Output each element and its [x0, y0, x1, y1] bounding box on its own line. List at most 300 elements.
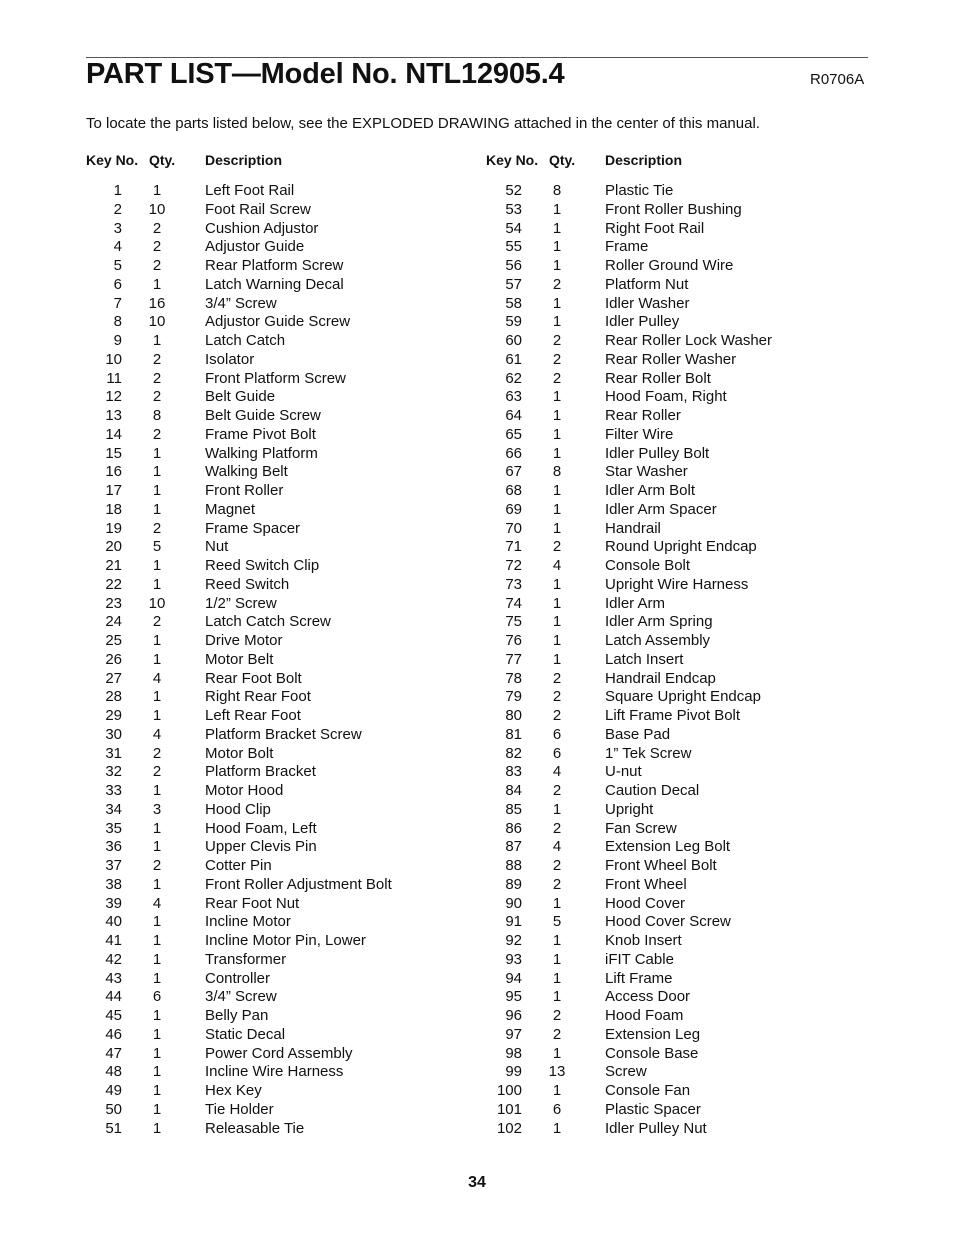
part-row: [86, 726, 446, 745]
part-key-no: 16: [105, 463, 122, 481]
part-qty: 1: [552, 650, 562, 668]
part-row: [86, 613, 446, 632]
part-qty: 1: [552, 425, 562, 443]
part-description: Idler Arm: [605, 594, 666, 612]
part-key-no: 82: [505, 744, 522, 762]
part-qty: 1: [552, 313, 562, 331]
part-row: [86, 1007, 446, 1026]
part-qty: 2: [552, 275, 562, 293]
part-key-no: 5: [113, 257, 122, 274]
part-description: Rear Foot Bolt: [205, 669, 302, 687]
part-key-no: 39: [105, 894, 122, 912]
part-row: [486, 1120, 846, 1139]
part-row: [486, 688, 846, 707]
part-key-no: 84: [505, 782, 522, 799]
part-description: Motor Bolt: [205, 744, 274, 762]
part-row: [86, 707, 446, 726]
part-row: [486, 745, 846, 764]
part-qty: 10: [148, 200, 166, 218]
part-description: Console Base: [605, 1044, 699, 1062]
part-description: Motor Belt: [205, 650, 274, 668]
part-key-no: 97: [505, 1025, 522, 1043]
part-qty: 1: [152, 632, 162, 649]
intro-text: To locate the parts listed below, see the EXPLODED DRAWING attached in the center of this manual.: [86, 115, 760, 132]
part-description: Hood Foam, Right: [605, 388, 727, 406]
part-row: [486, 763, 846, 782]
part-qty: 13: [548, 1063, 566, 1081]
part-row: [86, 238, 446, 257]
part-key-no: 9: [113, 332, 122, 349]
part-row: [86, 988, 446, 1007]
part-key-no: 52: [505, 182, 522, 199]
part-qty: 1: [152, 1119, 162, 1137]
part-row: [486, 1026, 846, 1045]
part-qty: 2: [152, 350, 162, 368]
part-description: Base Pad: [605, 725, 671, 743]
document-code: R0706A: [810, 71, 865, 88]
part-row: [86, 1082, 446, 1101]
part-description: Hood Foam: [605, 1007, 684, 1024]
part-key-no: 22: [105, 575, 122, 593]
part-description: Adjustor Guide: [205, 238, 305, 256]
part-key-no: 45: [105, 1007, 122, 1024]
part-description: 1/2” Screw: [205, 594, 277, 612]
part-description: Rear Roller Washer: [605, 350, 737, 368]
part-row: [86, 220, 446, 239]
header-qty: Qty.: [549, 152, 576, 168]
part-description: Knob Insert: [605, 932, 682, 949]
part-row: [86, 932, 446, 951]
part-key-no: 76: [505, 632, 522, 649]
part-row: [86, 1063, 446, 1082]
part-row: [486, 182, 846, 201]
part-row: [86, 1026, 446, 1045]
part-description: Adjustor Guide Screw: [205, 313, 351, 331]
part-row: [86, 801, 446, 820]
part-row: [486, 1101, 846, 1120]
header-qty: Qty.: [149, 152, 176, 168]
part-qty: 2: [152, 857, 162, 874]
part-qty: 1: [552, 294, 562, 312]
part-key-no: 58: [505, 294, 522, 312]
part-key-no: 74: [505, 594, 522, 612]
part-description: Access Door: [605, 988, 691, 1006]
part-row: [486, 257, 846, 276]
part-description: Belly Pan: [205, 1007, 269, 1024]
part-qty: 1: [552, 988, 562, 1006]
part-key-no: 102: [496, 1119, 522, 1137]
page-title: PART LIST—Model No. NTL12905.4: [86, 58, 565, 90]
part-description: Foot Rail Screw: [205, 200, 311, 218]
part-key-no: 41: [105, 932, 122, 949]
part-key-no: 34: [105, 800, 122, 818]
parts-list-right: [486, 182, 846, 1138]
part-key-no: 20: [105, 538, 122, 556]
part-row: [486, 913, 846, 932]
part-key-no: 69: [505, 500, 522, 518]
part-description: Plastic Spacer: [605, 1100, 701, 1118]
part-qty: 1: [552, 1119, 562, 1137]
part-row: [486, 295, 846, 314]
part-key-no: 26: [105, 650, 122, 668]
part-key-no: 59: [505, 313, 522, 331]
part-key-no: 100: [496, 1082, 522, 1099]
part-row: [86, 895, 446, 914]
part-row: [486, 970, 846, 989]
part-qty: 5: [152, 538, 162, 556]
part-row: [86, 1045, 446, 1064]
part-qty: 1: [552, 575, 562, 593]
part-qty: 2: [152, 388, 162, 406]
part-description: Right Rear Foot: [205, 688, 311, 706]
part-qty: 1: [152, 332, 162, 349]
part-key-no: 29: [105, 707, 122, 724]
part-row: [86, 201, 446, 220]
part-key-no: 65: [505, 425, 522, 443]
part-qty: 2: [552, 688, 562, 706]
part-key-no: 79: [505, 688, 522, 706]
part-key-no: 88: [505, 857, 522, 874]
part-row: [86, 520, 446, 539]
part-description: Hood Cover: [605, 894, 686, 912]
part-description: Handrail Endcap: [605, 669, 716, 687]
part-qty: 1: [552, 482, 562, 499]
part-qty: 1: [152, 838, 162, 856]
part-key-no: 85: [505, 800, 522, 818]
part-description: Left Rear Foot: [205, 707, 301, 724]
part-key-no: 21: [105, 557, 122, 574]
part-row: [486, 782, 846, 801]
part-qty: 10: [148, 594, 166, 612]
part-qty: 10: [148, 313, 166, 331]
part-qty: 1: [152, 913, 162, 931]
part-qty: 1: [152, 1007, 162, 1024]
part-qty: 1: [552, 613, 562, 631]
part-key-no: 73: [505, 575, 522, 593]
part-description: Cushion Adjustor: [205, 219, 319, 237]
part-key-no: 60: [505, 332, 522, 349]
part-key-no: 94: [505, 969, 522, 987]
part-row: [486, 726, 846, 745]
part-qty: 2: [152, 744, 162, 762]
part-description: Power Cord Assembly: [205, 1044, 353, 1062]
part-qty: 2: [152, 519, 162, 537]
part-row: [86, 745, 446, 764]
part-key-no: 36: [105, 838, 122, 856]
part-key-no: 93: [505, 950, 522, 968]
part-qty: 2: [552, 1007, 562, 1024]
part-key-no: 91: [505, 913, 522, 931]
part-key-no: 77: [505, 650, 522, 668]
part-description: Walking Platform: [205, 444, 318, 462]
part-qty: 1: [552, 257, 562, 274]
part-key-no: 90: [505, 894, 522, 912]
part-key-no: 99: [505, 1063, 522, 1081]
part-key-no: 50: [105, 1100, 122, 1118]
part-key-no: 27: [105, 669, 122, 687]
part-key-no: 68: [505, 482, 522, 499]
part-qty: 2: [152, 238, 162, 256]
part-description: Incline Motor: [205, 913, 291, 931]
part-key-no: 30: [105, 725, 122, 743]
part-qty: 1: [552, 632, 562, 649]
part-qty: 1: [152, 275, 162, 293]
part-row: [86, 182, 446, 201]
part-key-no: 8: [113, 313, 122, 331]
part-key-no: 15: [105, 444, 122, 462]
part-key-no: 96: [505, 1007, 522, 1024]
part-description: Left Foot Rail: [205, 182, 295, 199]
part-row: [86, 651, 446, 670]
part-description: Square Upright Endcap: [605, 688, 761, 706]
part-key-no: 54: [505, 219, 522, 237]
part-description: Plastic Tie: [605, 182, 674, 199]
part-key-no: 78: [505, 669, 522, 687]
part-key-no: 62: [505, 369, 522, 387]
part-key-no: 83: [505, 763, 522, 781]
part-description: Magnet: [205, 500, 256, 518]
part-description: Idler Washer: [605, 294, 690, 312]
part-description: Lift Frame Pivot Bolt: [605, 707, 741, 724]
part-qty: 2: [552, 707, 562, 724]
part-key-no: 66: [505, 444, 522, 462]
part-qty: 1: [152, 782, 162, 799]
part-row: [86, 501, 446, 520]
part-description: Frame Pivot Bolt: [205, 425, 316, 443]
part-qty: 6: [552, 1100, 562, 1118]
part-key-no: 25: [105, 632, 122, 649]
part-row: [86, 538, 446, 557]
part-qty: 2: [552, 669, 562, 687]
part-row: [86, 970, 446, 989]
part-key-no: 40: [105, 913, 122, 931]
part-key-no: 35: [105, 819, 122, 837]
part-key-no: 10: [105, 350, 122, 368]
part-row: [86, 276, 446, 295]
part-row: [486, 876, 846, 895]
part-description: Rear Platform Screw: [205, 257, 344, 274]
part-row: [86, 388, 446, 407]
part-description: Filter Wire: [605, 425, 674, 443]
part-description: Frame Spacer: [205, 519, 301, 537]
part-qty: 1: [152, 650, 162, 668]
part-row: [86, 576, 446, 595]
part-qty: 1: [152, 500, 162, 518]
part-qty: 1: [552, 969, 562, 987]
part-qty: 1: [552, 594, 562, 612]
part-description: Fan Screw: [605, 819, 677, 837]
part-key-no: 44: [105, 988, 122, 1006]
part-qty: 1: [552, 388, 562, 406]
part-description: Rear Roller Lock Washer: [605, 332, 772, 349]
part-qty: 1: [552, 519, 562, 537]
part-description: Motor Hood: [205, 782, 284, 799]
part-qty: 1: [152, 182, 162, 199]
part-qty: 1: [152, 444, 162, 462]
part-row: [486, 838, 846, 857]
part-row: [86, 257, 446, 276]
part-key-no: 31: [105, 744, 122, 762]
part-qty: 1: [552, 800, 562, 818]
part-description: Rear Roller: [605, 407, 681, 424]
part-key-no: 1: [113, 182, 122, 199]
part-description: Nut: [205, 538, 229, 556]
part-key-no: 37: [105, 857, 122, 874]
part-row: [486, 276, 846, 295]
part-qty: 1: [552, 219, 562, 237]
part-row: [86, 557, 446, 576]
part-qty: 1: [152, 1025, 162, 1043]
part-description: U-nut: [605, 763, 642, 781]
part-row: [86, 332, 446, 351]
part-qty: 2: [552, 875, 562, 893]
part-description: Hood Cover Screw: [605, 913, 731, 931]
part-description: Roller Ground Wire: [605, 257, 734, 274]
part-row: [486, 613, 846, 632]
part-key-no: 86: [505, 819, 522, 837]
part-row: [86, 876, 446, 895]
part-qty: 1: [152, 1044, 162, 1062]
part-qty: 1: [152, 932, 162, 949]
part-row: [86, 782, 446, 801]
part-row: [86, 426, 446, 445]
part-description: Controller: [205, 969, 271, 987]
part-qty: 2: [152, 763, 162, 781]
part-description: Upper Clevis Pin: [205, 838, 317, 856]
part-key-no: 81: [505, 725, 522, 743]
part-description: Upright: [605, 800, 654, 818]
part-qty: 2: [552, 857, 562, 874]
part-key-no: 17: [105, 482, 122, 499]
part-row: [86, 445, 446, 464]
part-row: [486, 482, 846, 501]
part-key-no: 38: [105, 875, 122, 893]
part-description: Cotter Pin: [205, 857, 272, 874]
part-row: [486, 388, 846, 407]
part-key-no: 13: [105, 407, 122, 424]
part-key-no: 70: [505, 519, 522, 537]
part-qty: 8: [152, 407, 162, 424]
part-qty: 2: [152, 257, 162, 274]
part-key-no: 28: [105, 688, 122, 706]
part-key-no: 11: [106, 369, 122, 387]
part-description: Releasable Tie: [205, 1119, 305, 1137]
part-row: [86, 951, 446, 970]
part-qty: 1: [552, 932, 562, 949]
part-key-no: 64: [505, 407, 522, 424]
part-description: Front Wheel Bolt: [605, 857, 717, 874]
part-qty: 1: [152, 875, 162, 893]
part-row: [486, 370, 846, 389]
header-key-no: Key No.: [86, 152, 139, 168]
part-qty: 4: [152, 725, 162, 743]
part-row: [486, 820, 846, 839]
part-key-no: 49: [105, 1082, 122, 1099]
part-qty: 2: [152, 219, 162, 237]
part-qty: 1: [152, 819, 162, 837]
part-description: Idler Arm Spring: [605, 613, 713, 631]
part-row: [86, 1120, 446, 1139]
part-key-no: 98: [505, 1044, 522, 1062]
part-row: [86, 351, 446, 370]
part-description: Incline Wire Harness: [205, 1063, 344, 1081]
part-row: [86, 595, 446, 614]
part-key-no: 72: [505, 557, 522, 574]
part-description: Latch Catch: [205, 332, 286, 349]
part-description: Idler Arm Spacer: [605, 500, 717, 518]
part-key-no: 55: [505, 238, 522, 256]
part-qty: 1: [152, 950, 162, 968]
part-key-no: 101: [496, 1100, 522, 1118]
parts-column-left: [86, 150, 446, 1138]
part-qty: 4: [552, 557, 562, 574]
part-description: Extension Leg Bolt: [605, 838, 731, 856]
part-description: Platform Bracket Screw: [205, 725, 362, 743]
part-description: Star Washer: [605, 463, 688, 481]
part-row: [486, 707, 846, 726]
part-key-no: 2: [113, 200, 122, 218]
part-qty: 2: [552, 369, 562, 387]
column-header: [86, 150, 446, 172]
page-number: 34: [468, 1174, 486, 1191]
part-qty: 6: [152, 988, 162, 1006]
part-description: Idler Pulley: [605, 313, 680, 331]
part-qty: 1: [152, 1082, 162, 1099]
part-row: [486, 501, 846, 520]
part-key-no: 61: [505, 350, 522, 368]
part-row: [486, 463, 846, 482]
part-description: Lift Frame: [605, 969, 673, 987]
part-row: [86, 632, 446, 651]
part-key-no: 43: [105, 969, 122, 987]
part-row: [486, 351, 846, 370]
part-description: Platform Nut: [605, 275, 689, 293]
part-key-no: 7: [113, 294, 122, 312]
part-row: [86, 407, 446, 426]
part-key-no: 46: [105, 1025, 122, 1043]
part-qty: 8: [552, 182, 562, 199]
parts-list-left: [86, 182, 446, 1138]
part-row: [486, 576, 846, 595]
part-qty: 1: [552, 1082, 562, 1099]
column-header: [486, 150, 846, 172]
part-description: Reed Switch: [205, 575, 290, 593]
part-qty: 2: [552, 782, 562, 799]
part-row: [486, 1063, 846, 1082]
part-qty: 2: [552, 819, 562, 837]
part-description: Latch Catch Screw: [205, 613, 331, 631]
part-row: [86, 463, 446, 482]
part-description: Idler Pulley Nut: [605, 1119, 707, 1137]
part-qty: 1: [552, 200, 562, 218]
part-description: Front Roller Bushing: [605, 200, 742, 218]
part-row: [486, 1082, 846, 1101]
part-qty: 1: [152, 575, 162, 593]
part-key-no: 92: [505, 932, 522, 949]
part-description: Idler Pulley Bolt: [605, 444, 710, 462]
part-qty: 5: [552, 913, 562, 931]
part-row: [86, 482, 446, 501]
part-qty: 2: [152, 369, 162, 387]
part-description: Drive Motor: [205, 632, 283, 649]
part-row: [86, 370, 446, 389]
part-row: [486, 332, 846, 351]
part-row: [486, 445, 846, 464]
part-qty: 4: [152, 894, 162, 912]
part-row: [486, 1007, 846, 1026]
part-row: [486, 801, 846, 820]
part-qty: 1: [552, 894, 562, 912]
